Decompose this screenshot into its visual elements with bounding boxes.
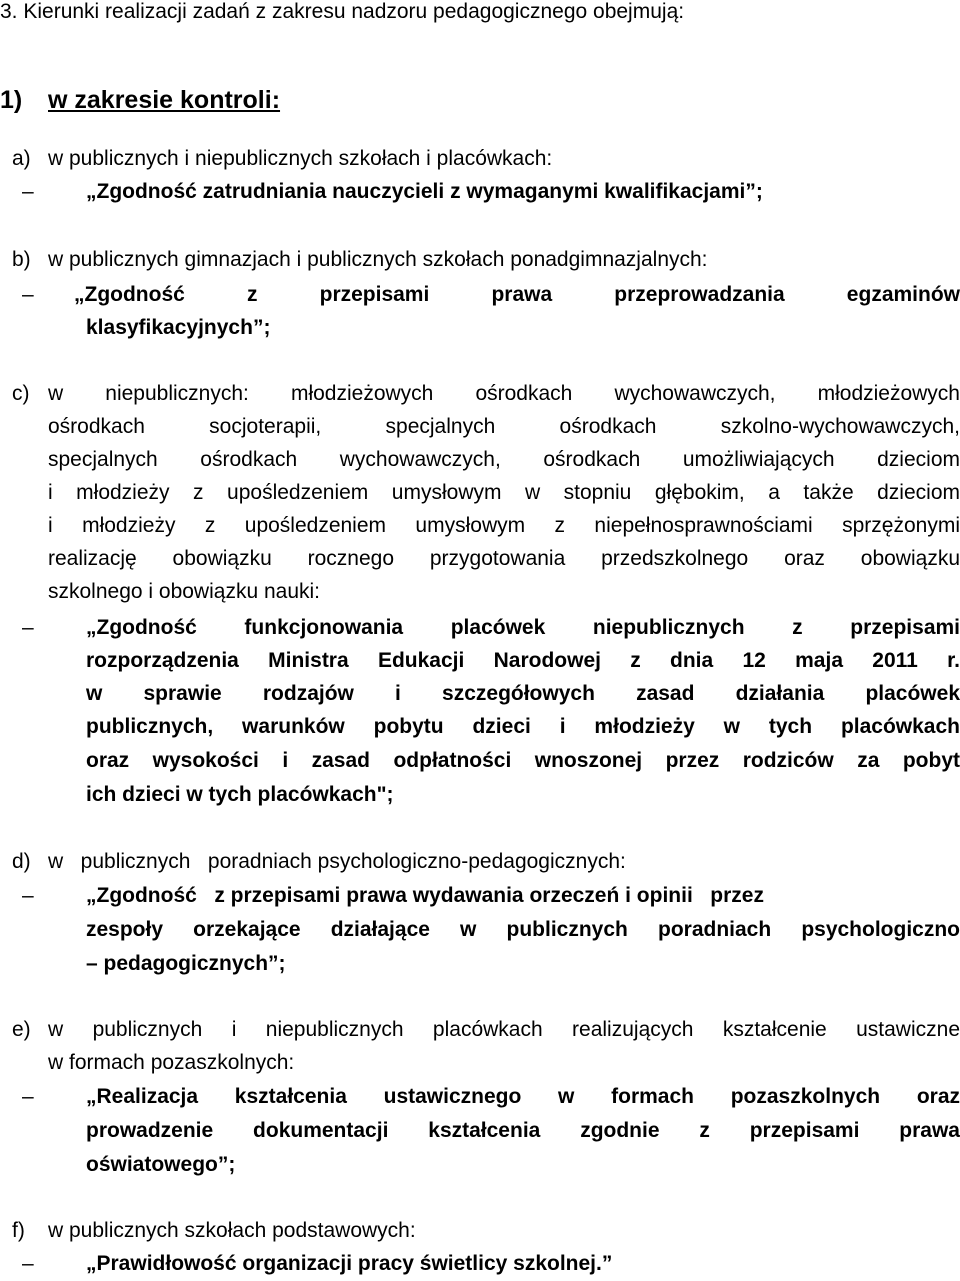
item-d-bullet-line-2: zespoły orzekające działające w publicznych poradniach psychologiczno	[86, 918, 960, 941]
item-f-text: w publicznych szkołach podstawowych:	[48, 1219, 416, 1242]
item-e-bullet-line-3: oświatowego”;	[86, 1153, 236, 1176]
section-heading: 3. Kierunki realizacji zadań z zakresu nadzoru pedagogicznego obejmują:	[0, 0, 685, 23]
item-c-line-2: ośrodkach socjoterapii, specjalnych ośrodkach szkolno-wychowawczych,	[48, 415, 960, 438]
item-d-label: d)	[12, 850, 31, 873]
item-f-bullet-text: „Prawidłowość organizacji pracy świetlicy szkolnej.”	[86, 1252, 613, 1275]
item-e-line-2: w formach pozaszkolnych:	[48, 1051, 295, 1074]
item-a-label: a)	[12, 147, 31, 170]
item-b-text: w publicznych gimnazjach i publicznych szkołach ponadgimnazjalnych:	[48, 248, 708, 271]
item-c-line-7: szkolnego i obowiązku nauki:	[48, 580, 320, 603]
item-c-bullet-line-3: w sprawie rodzajów i szczegółowych zasad działania placówek	[86, 682, 960, 705]
item-b-bullet-line-1: „Zgodność z przepisami prawa przeprowadzania egzaminów	[74, 283, 960, 306]
dash-marker: –	[22, 884, 34, 907]
item-a-bullet-text: „Zgodność zatrudniania nauczycieli z wymaganymi kwalifikacjami”;	[86, 180, 763, 203]
item-c-line-6: realizację obowiązku rocznego przygotowania przedszkolnego oraz obowiązku	[48, 547, 960, 570]
item-a-text: w publicznych i niepublicznych szkołach i placówkach:	[48, 147, 553, 170]
item-c-bullet-line-6: ich dzieci w tych placówkach";	[86, 783, 394, 806]
item-b-bullet-line-2: klasyfikacyjnych”;	[86, 316, 271, 339]
item-f-label: f)	[12, 1219, 25, 1242]
dash-marker: –	[22, 1085, 34, 1108]
item-e-line-1: w publicznych i niepublicznych placówkach realizujących kształcenie ustawiczne	[48, 1018, 960, 1041]
item-c-bullet-line-1: „Zgodność funkcjonowania placówek niepublicznych z przepisami	[86, 616, 960, 639]
item-e-bullet-line-2: prowadzenie dokumentacji kształcenia zgodnie z przepisami prawa	[86, 1119, 960, 1142]
dash-marker: –	[22, 180, 34, 203]
item-c-label: c)	[12, 382, 30, 405]
dash-marker: –	[22, 1252, 34, 1275]
item-c-line-5: i młodzieży z upośledzeniem umysłowym z niepełnosprawnościami sprzężonymi	[48, 514, 960, 537]
item-e-label: e)	[12, 1018, 31, 1041]
dash-marker: –	[22, 616, 34, 639]
subsection-number: 1)	[0, 86, 23, 114]
item-c-bullet-line-4: publicznych, warunków pobytu dzieci i młodzieży w tych placówkach	[86, 715, 960, 738]
item-e-bullet-line-1: „Realizacja kształcenia ustawicznego w formach pozaszkolnych oraz	[86, 1085, 960, 1108]
item-c-bullet-line-2: rozporządzenia Ministra Edukacji Narodowej z dnia 12 maja 2011 r.	[86, 649, 960, 672]
item-c-line-4: i młodzieży z upośledzeniem umysłowym w stopniu głębokim, a także dzieciom	[48, 481, 960, 504]
item-d-bullet-line-1: „Zgodność z przepisami prawa wydawania orzeczeń i opinii przez	[86, 884, 764, 907]
dash-marker: –	[22, 283, 34, 306]
item-d-bullet-line-3: – pedagogicznych”;	[86, 952, 286, 975]
item-c-line-3: specjalnych ośrodkach wychowawczych, ośrodkach umożliwiających dzieciom	[48, 448, 960, 471]
item-c-bullet-line-5: oraz wysokości i zasad odpłatności wnoszonej przez rodziców za pobyt	[86, 749, 960, 772]
item-c-line-1: w niepublicznych: młodzieżowych ośrodkach wychowawczych, młodzieżowych	[48, 382, 960, 405]
subsection-title: w zakresie kontroli:	[48, 86, 281, 114]
item-d-text: w publicznych poradniach psychologiczno-pedagogicznych:	[48, 850, 626, 873]
item-b-label: b)	[12, 248, 31, 271]
